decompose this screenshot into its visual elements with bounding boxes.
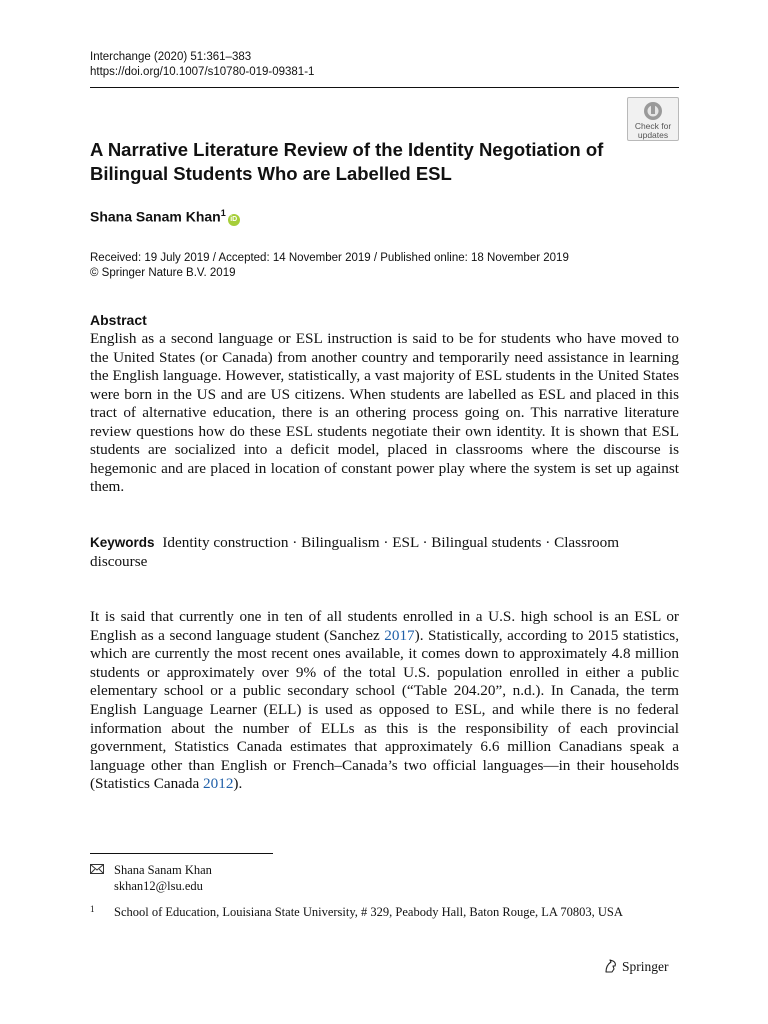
body-text-part2: ). Statistically, according to 2015 statistics, which are currently the most recent ones available, it comes down to approximately 4.8 million students or approximately over 9% of the total U.S. population enrolled in either a public elementary school or a public secondary school (“Table 204.20”, n.d.). In Canada, the term English Language Learner (ELL) is used as opposed to ESL, and while there is no federal information about the number of ELLs as this is the responsibility of each provincial government, Statistics Canada estimates that approximately 6.6 million Canadians speak a language other than English or French–Canada’s two official languages—in their households (Statistics Canada	[90, 626, 679, 793]
publisher-logo	[603, 958, 669, 976]
author-name[interactable]: Shana Sanam Khan	[90, 208, 221, 225]
check-for-updates-icon	[643, 101, 663, 121]
affiliation-number: 1	[90, 904, 95, 914]
keywords-label: Keywords	[90, 535, 155, 550]
journal-volume-line: Interchange (2020) 51:361–383	[90, 51, 252, 63]
author-affiliation-mark: 1	[220, 208, 226, 218]
body-text-part1: It is said that currently one in ten of all students enrolled in a U.S. high school is an ESL or English as a second language student (Sanchez	[90, 608, 679, 644]
body-paragraph	[90, 608, 679, 794]
springer-horse-icon	[603, 958, 619, 974]
body-text-part3: ).	[233, 775, 243, 793]
abstract-heading: Abstract	[90, 312, 147, 328]
affiliation-text: School of Education, Louisiana State University, # 329, Peabody Hall, Baton Rouge, LA 70803, USA	[114, 905, 623, 919]
citation-link-statcan[interactable]: 2012	[203, 775, 234, 793]
citation-link-sanchez[interactable]: 2017	[384, 626, 415, 644]
envelope-icon	[90, 864, 104, 874]
publication-dates	[90, 251, 569, 281]
contact-name: Shana Sanam Khan	[114, 863, 212, 877]
publisher-name: Springer	[622, 959, 669, 974]
check-for-updates-label: Check for updates	[634, 121, 672, 140]
doi-link[interactable]: https://doi.org/10.1007/s10780-019-09381-1	[90, 66, 315, 78]
dates-line: Received: 19 July 2019 / Accepted: 14 November 2019 / Published online: 18 November 2019	[90, 252, 569, 264]
abstract-text: English as a second language or ESL instruction is said to be for students who have moved to the United States (or Canada) from another country and temporarily need assistance in learning the English language. However, statistically, a vast majority of ESL students in the United States were born in the US and are US citizens. When students are labelled as ESL and placed in this tract of alternative education, there is an othering process going on. This narrative literature review questions how do these ESL students negotiate their own identity. It is shown that ESL students are socialized into a deficit model, placed in classrooms where the discourse is hegemonic and are placed in location of constant power play where the system is set up against them.	[90, 330, 679, 495]
check-for-updates-badge[interactable]	[627, 97, 679, 141]
journal-citation	[90, 50, 314, 80]
keywords	[90, 534, 679, 571]
header-rule	[90, 87, 679, 88]
orcid-icon[interactable]: iD	[228, 214, 240, 226]
footnote-rule	[90, 853, 273, 854]
keywords-text: Identity construction · Bilingualism · ESL · Bilingual students · Classroom discourse	[90, 534, 620, 570]
copyright-line: © Springer Nature B.V. 2019	[90, 267, 236, 279]
contact-email[interactable]: skhan12@lsu.edu	[114, 879, 203, 893]
article-title: A Narrative Literature Review of the Identity Negotiation of Bilingual Students Who are Labelled ESL	[90, 139, 604, 184]
author-line	[90, 208, 240, 226]
